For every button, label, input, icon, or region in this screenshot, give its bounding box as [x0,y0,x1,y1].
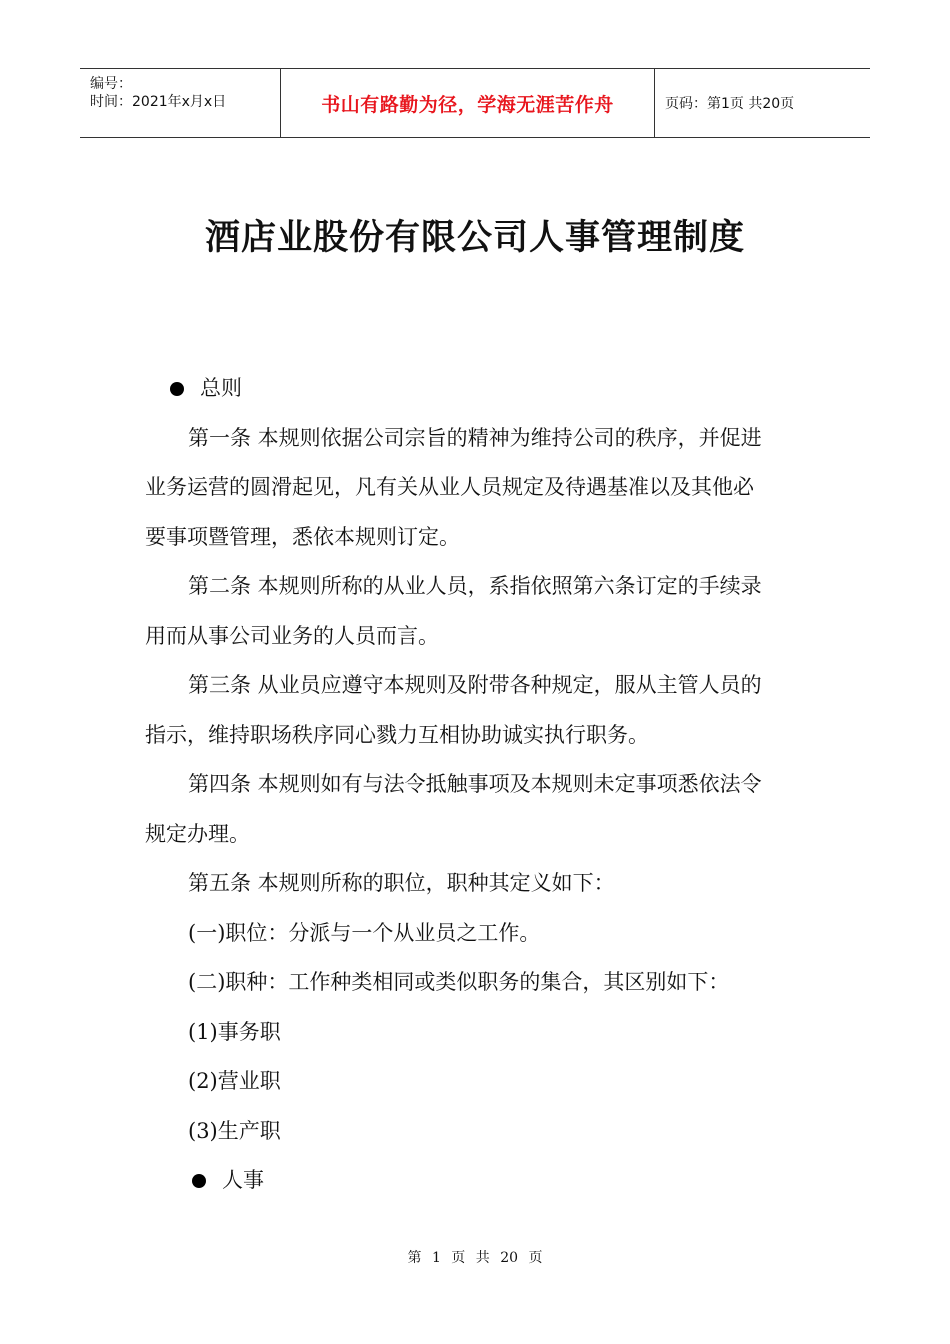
article-2-line-2: 用而从事公司业务的人员而言。 [145,623,439,648]
bullet-icon [170,382,184,396]
article-4-line-2: 规定办理。 [145,821,250,846]
document-title: 酒店业股份有限公司人事管理制度 [204,217,745,258]
header-motto-cell [281,69,655,137]
job-type-sales: (2)营业职 [188,1069,281,1093]
job-type-production: (3)生产职 [188,1118,281,1143]
section-heading-text: 总则 [200,376,242,400]
article-2-line-1: 第二条 本规则所称的从业人员，系指依照第六条订定的手续录 [188,574,762,598]
time-label: 时间：2021年x月x日 [90,94,227,110]
article-1-line-3: 要事项暨管理，悉依本规则订定。 [145,524,460,549]
section-heading-personnel [145,1156,810,1206]
motto-text: 书山有路勤为径，学海无涯苦作舟 [321,93,614,116]
header-meta-cell [80,69,281,137]
header-page-cell [655,69,870,137]
article-1-line-1: 第一条 本规则依据公司宗旨的精神为维持公司的秩序，并促进 [188,425,762,450]
article-1-line-2: 业务运营的圆滑起见，凡有关从业人员规定及待遇基准以及其他必 [145,475,754,499]
article-3-line-1: 第三条 从业员应遵守本规则及附带各种规定，服从主管人员的 [188,673,762,697]
job-type-office: (1)事务职 [188,1019,281,1044]
article-3-line-2: 指示，维持职场秩序同心戮力互相协助诚实执行职务。 [145,722,649,747]
article-4-line-1: 第四条 本规则如有与法令抵触事项及本规则未定事项悉依法令 [188,772,762,796]
article-5-item-position: (一)职位：分派与一个从业员之工作。 [188,920,541,945]
header-page-label: 页码：第1页 共20页 [665,96,795,112]
document-body [145,364,810,1206]
article-5-item-job-type: (二)职种：工作种类相同或类似职务的集合，其区别如下： [188,970,730,994]
section-heading-general [145,364,810,414]
bullet-icon [192,1174,206,1188]
document-header [80,68,870,138]
article-5-line-1: 第五条 本规则所称的职位，职种其定义如下： [188,871,615,895]
page-footer: 第 1 页 共 20 页 [407,1250,543,1266]
section-heading-text: 人事 [222,1168,264,1192]
number-label: 编号： [90,76,132,92]
